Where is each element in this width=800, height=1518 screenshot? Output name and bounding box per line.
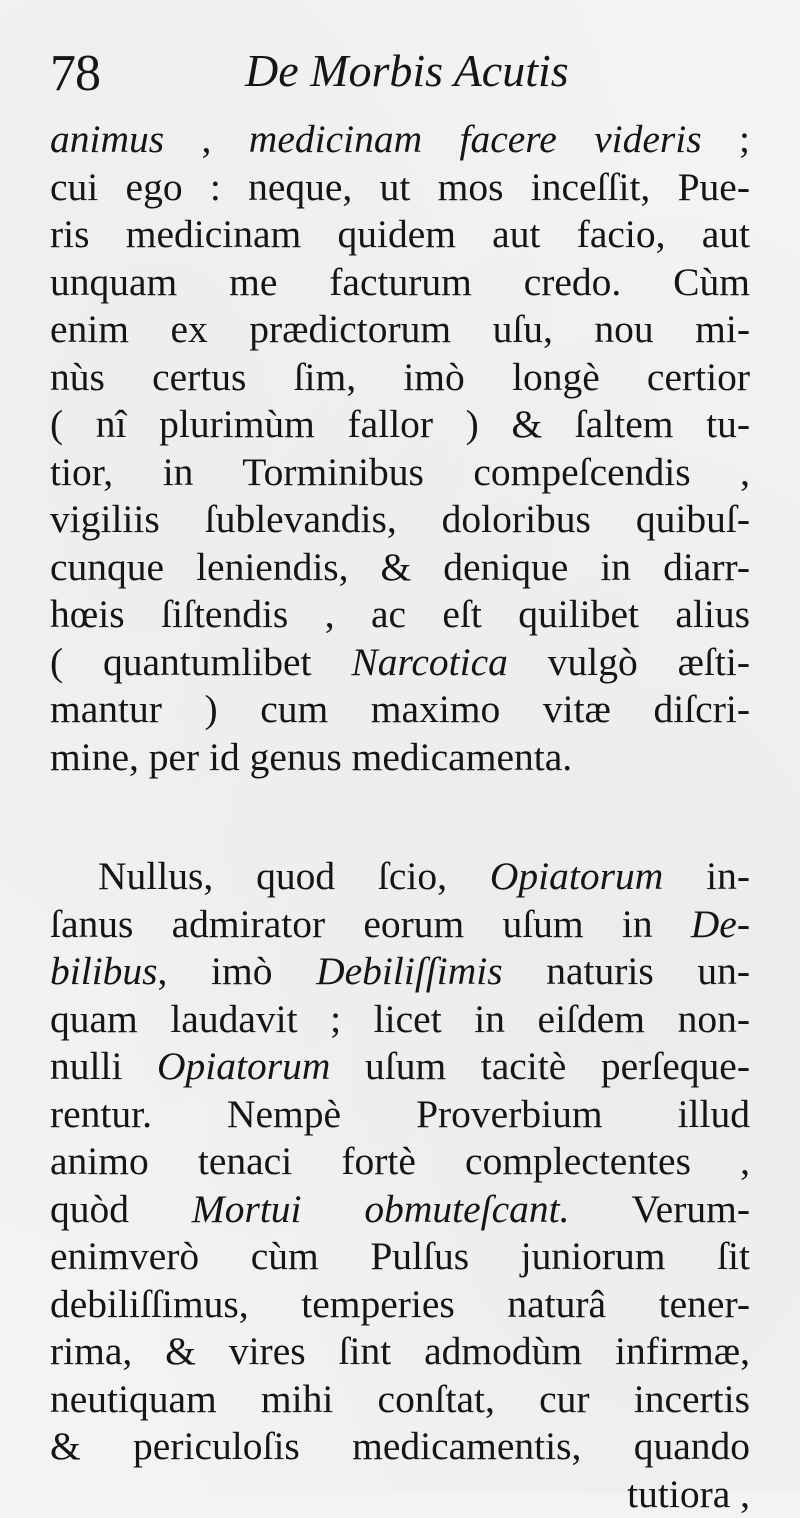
- text-line: quòd Mortui obmuteſcant. Verum-: [50, 1186, 750, 1234]
- paragraph-gap: [50, 781, 750, 853]
- text-line: rentur. Nempè Proverbium illud: [50, 1091, 750, 1139]
- text-line: ( nî plurimùm fallor ) & ſaltem tu-: [50, 401, 750, 449]
- page-number: 78: [50, 44, 100, 103]
- text-line: enim ex prædictorum uſu, nou mi-: [50, 306, 750, 354]
- text-line: bilibus, imò Debiliſſimis naturis un-: [50, 948, 750, 996]
- text-line: unquam me facturum credo. Cùm: [50, 259, 750, 307]
- text-line: animus , medicinam facere videris ;: [50, 116, 750, 164]
- catchword: tutiora ,: [50, 1471, 750, 1518]
- text-line: nùs certus ſim, imò longè certior: [50, 354, 750, 402]
- text-line: tior, in Torminibus compeſcendis ,: [50, 449, 750, 497]
- text-line: Nullus, quod ſcio, Opiatorum in-: [50, 853, 750, 901]
- text-line: cui ego : neque, ut mos inceſſit, Pue-: [50, 164, 750, 212]
- text-line: nulli Opiatorum uſum tacitè perſeque-: [50, 1043, 750, 1091]
- text-line: debiliſſimus, temperies naturâ tener-: [50, 1281, 750, 1329]
- paragraph-1: [50, 116, 750, 781]
- text-line: cunque leniendis, & denique in diarr-: [50, 544, 750, 592]
- text-line: ris medicinam quidem aut facio, aut: [50, 211, 750, 259]
- text-line: rima, & vires ſint admodùm infirmæ,: [50, 1328, 750, 1376]
- text-line: mantur ) cum maximo vitæ diſcri-: [50, 686, 750, 734]
- text-line: vigiliis ſublevandis, doloribus quibuſ-: [50, 496, 750, 544]
- text-line: neutiquam mihi conſtat, cur incertis: [50, 1376, 750, 1424]
- text-line: enimverò cùm Pulſus juniorum ſit: [50, 1233, 750, 1281]
- text-line: & periculoſis medicamentis, quando: [50, 1423, 750, 1471]
- text-line: quam laudavit ; licet in eiſdem non-: [50, 996, 750, 1044]
- running-head: [50, 40, 750, 116]
- text-line: mine, per id genus medicamenta.: [50, 734, 750, 782]
- text-line: ſanus admirator eorum uſum in De-: [50, 901, 750, 949]
- text-line: ( quantumlibet Narcotica vulgò æſti-: [50, 639, 750, 687]
- running-title: De Morbis Acutis: [245, 44, 569, 97]
- text-line: hœis ſiſtendis , ac eſt quilibet alius: [50, 591, 750, 639]
- text-line: animo tenaci fortè complectentes ,: [50, 1138, 750, 1186]
- paragraph-2: [50, 853, 750, 1518]
